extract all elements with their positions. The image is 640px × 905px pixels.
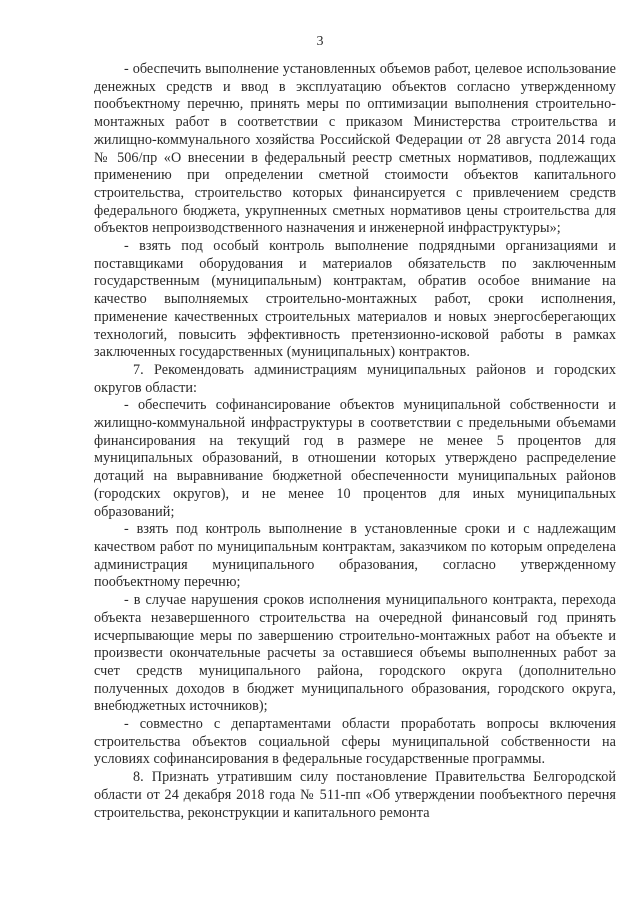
paragraph-bullet-municipal-contracts: - взять под контроль выполнение в установленные сроки и с надлежащим качеством работ по муниципальным контрактам, заказчиком по которым определена администрация муниципального образования, согласно утвержденному пообъектному перечню; bbox=[94, 521, 616, 591]
paragraph-bullet-social-objects: - совместно с департаментами области проработать вопросы включения строительства объектов социальной сферы муниципальной собственности на условиях софинансирования в федеральные государственные программы. bbox=[94, 716, 616, 768]
page-number: 3 bbox=[316, 34, 324, 49]
paragraph-item-8: 8. Признать утратившим силу постановление Правительства Белгородской области от 24 декабря 2018 года № 511-пп «Об утверждении пообъектного перечня строительства, реконструкции и капитального ремонта bbox=[94, 769, 616, 821]
paragraph-bullet-cofinancing: - обеспечить софинансирование объектов муниципальной собственности и жилищно-коммунальной инфраструктуры в соответствии с предельными объемами финансирования на текущий год в размере не менее 5 процентов для муниципальных образований, в отношении которых утверждено распределение дотаций на выравнивание бюджетной обеспеченности муниципальных районов (городских округов), и не менее 10 процентов для иных муниципальных образований; bbox=[94, 397, 616, 520]
paragraph-bullet-contract-violation: - в случае нарушения сроков исполнения муниципального контракта, перехода объекта незавершенного строительства на очередной финансовый год принять исчерпывающие меры по завершению строительно-монтажных работ на объекте и произвести окончательные расчеты за оставшиеся объемы выполненных работ за счет средств муниципального района, городского округа (дополнительно полученных доходов в бюджет муниципального образования, городского округа, внебюджетных источников); bbox=[94, 592, 616, 715]
paragraph-bullet-control-contractors: - взять под особый контроль выполнение подрядными организациями и поставщиками оборудования и материалов обязательств по заключенным государственным (муниципальным) контрактам, обратив особое внимание на качество выполняемых строительно-монтажных работ, сроки исполнения, применение качественных строительных материалов и новых энергосберегающих технологий, повысить эффективность претензионно-исковой работы в рамках заключенных государственных (муниципальных) контрактов. bbox=[94, 238, 616, 361]
paragraph-bullet-obligations: - обеспечить выполнение установленных объемов работ, целевое использование денежных средств и ввод в эксплуатацию объектов согласно утвержденному пообъектному перечню, принять меры по оптимизации выполнения строительно-монтажных работ в соответствии с приказом Министерства строительства и жилищно-коммунального хозяйства Российской Федерации от 28 августа 2014 года № 506/пр «О внесении в федеральный реестр сметных нормативов, подлежащих применению при определении сметной стоимости объектов капитального строительства, строительство которых финансируется с привлечением средств федерального бюджета, укрупненных сметных нормативов цены строительства для объектов непроизводственного назначения и инженерной инфраструктуры»; bbox=[94, 61, 616, 237]
document-body bbox=[94, 61, 616, 822]
paragraph-item-7: 7. Рекомендовать администрациям муниципальных районов и городских округов области: bbox=[94, 361, 616, 396]
